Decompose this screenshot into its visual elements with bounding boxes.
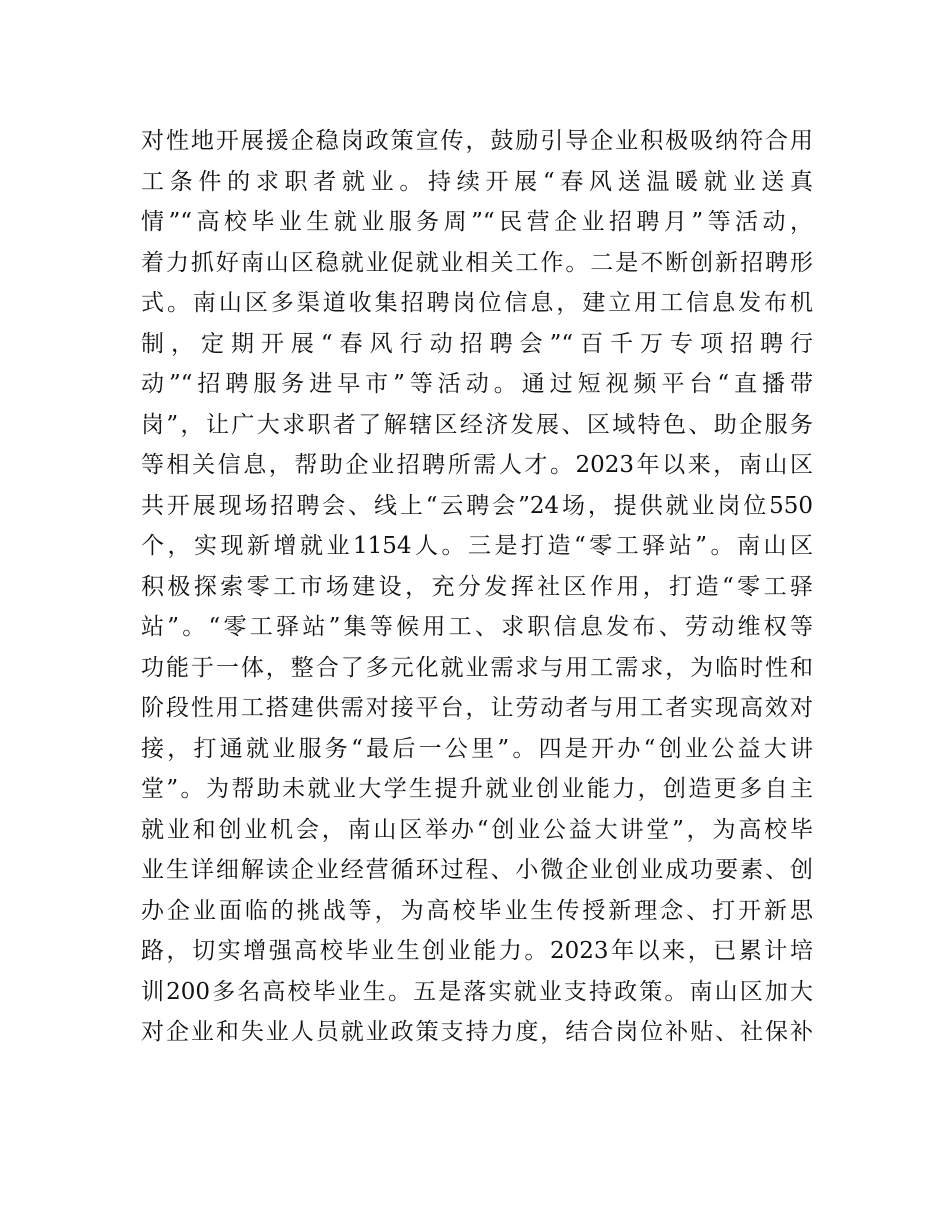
text-line: 制，定期开展“春风行动招聘会”“百千万专项招聘行 <box>141 330 813 357</box>
text-line: 接，打通就业服务“最后一公里”。四是开办“创业公益大讲 <box>141 735 813 762</box>
text-line: 积极探索零工市场建设，充分发挥社区作用，打造“零工驿 <box>141 573 813 600</box>
text-line: 个，实现新增就业1154人。三是打造“零工驿站”。南山区 <box>141 533 813 559</box>
text-line: 工条件的求职者就业。持续开展“春风送温暖就业送真 <box>141 168 813 195</box>
text-line: 动”“招聘服务进早市”等活动。通过短视频平台“直播带 <box>141 371 813 397</box>
text-line: 阶段性用工搭建供需对接平台，让劳动者与用工者实现高效对 <box>141 695 813 721</box>
text-line: 对企业和失业人员就业政策支持力度，结合岗位补贴、社保补 <box>141 1019 813 1045</box>
text-line: 功能于一体，整合了多元化就业需求与用工需求，为临时性和 <box>141 654 813 681</box>
text-line: 着力抓好南山区稳就业促就业相关工作。二是不断创新招聘形 <box>141 249 813 276</box>
text-line: 办企业面临的挑战等，为高校毕业生传授新理念、打开新思 <box>141 897 813 924</box>
text-line: 共开展现场招聘会、线上“云聘会”24场，提供就业岗位550 <box>141 492 813 519</box>
text-line: 式。南山区多渠道收集招聘岗位信息，建立用工信息发布机 <box>141 290 813 316</box>
text-line: 堂”。为帮助未就业大学生提升就业创业能力，创造更多自主 <box>141 776 813 802</box>
text-line: 训200多名高校毕业生。五是落实就业支持政策。南山区加大 <box>141 978 813 1005</box>
text-line: 对性地开展援企稳岗政策宣传，鼓励引导企业积极吸纳符合用 <box>141 128 813 154</box>
text-line: 就业和创业机会，南山区举办“创业公益大讲堂”，为高校毕 <box>141 816 813 843</box>
text-line: 情”“高校毕业生就业服务周”“民营企业招聘月”等活动， <box>141 209 813 235</box>
text-line: 岗”，让广大求职者了解辖区经济发展、区域特色、助企服务 <box>141 411 813 438</box>
body-text <box>141 121 813 1053</box>
text-line: 站”。“零工驿站”集等候用工、求职信息发布、劳动维权等 <box>141 614 813 640</box>
text-line: 路，切实增强高校毕业生创业能力。2023年以来，已累计培 <box>141 938 813 964</box>
text-line: 等相关信息，帮助企业招聘所需人才。2023年以来，南山区 <box>141 452 813 478</box>
text-line: 业生详细解读企业经营循环过程、小微企业创业成功要素、创 <box>141 857 813 883</box>
